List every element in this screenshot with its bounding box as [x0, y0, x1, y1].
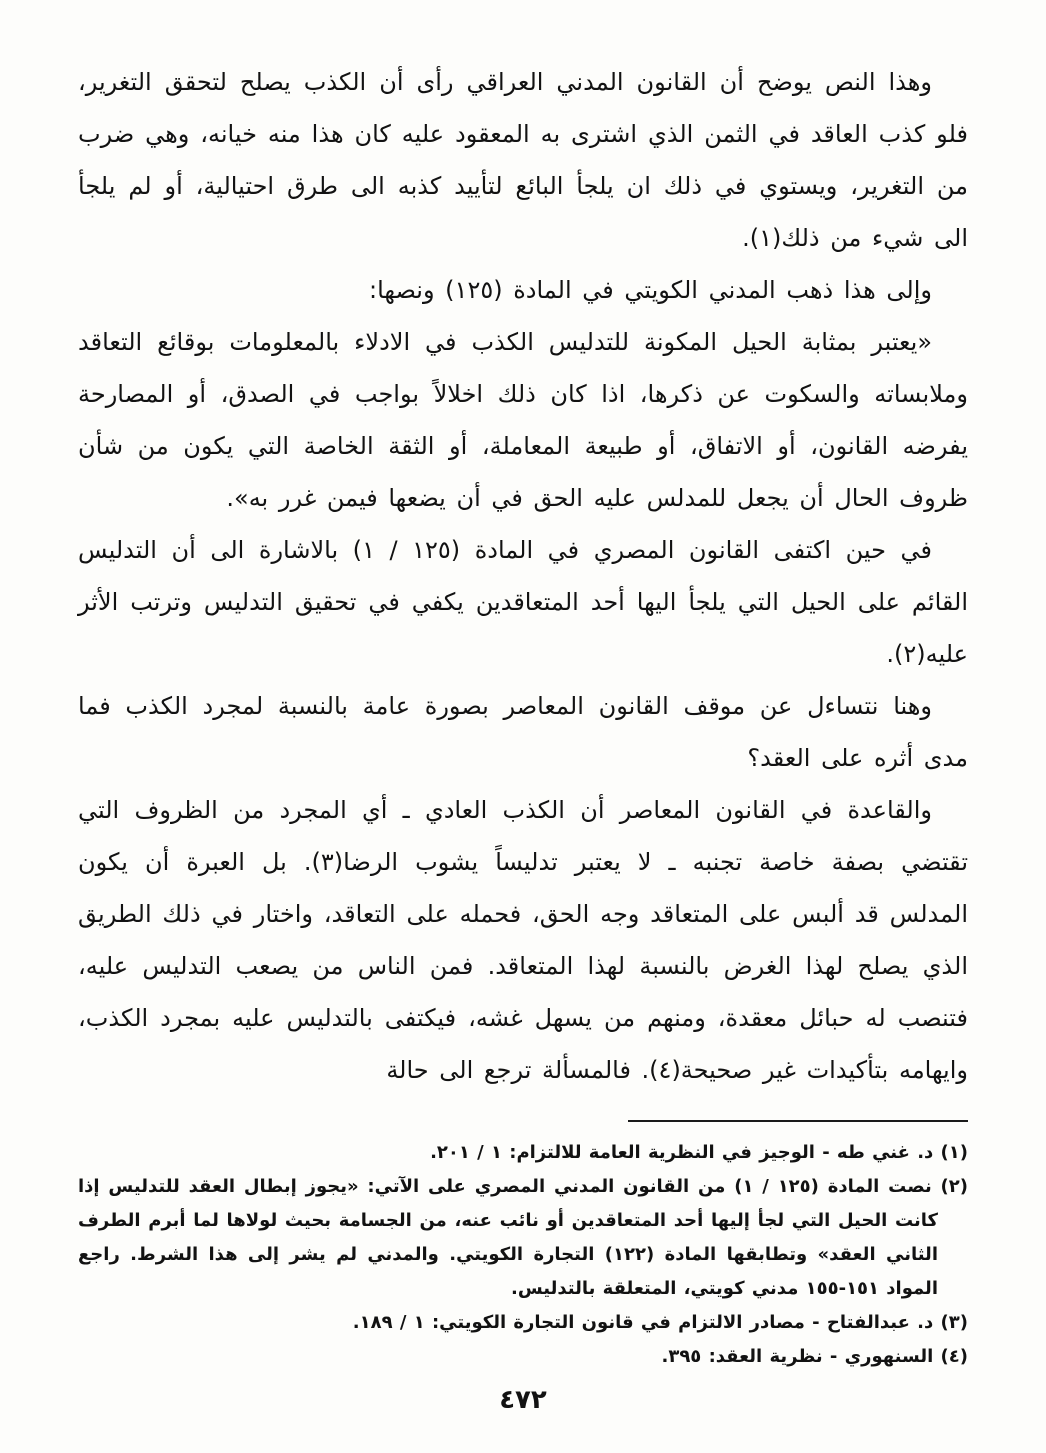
paragraph: والقاعدة في القانون المعاصر أن الكذب العادي ـ أي المجرد من الظروف التي تقتضي بصفة خاصة تجنبه ـ لا يعتبر تدليساً يشوب الرضا(٣). بل العبرة أن يكون المدلس قد ألبس على المتعاقد وجه الحق، فحمله على التعاقد، واختار في ذلك الطريق الذي يصلح لهذا الغرض بالنسبة لهذا المتعاقد. فمن الناس من يصعب التدليس عليه، فتنصب له حبائل معقدة، ومنهم من يسهل غشه، فيكتفى بالتدليس عليه بمجرد الكذب، وايهامه بتأكيدات غير صحيحة(٤). فالمسألة ترجع الى حالة	[78, 796, 969, 1084]
footnote: (٢) نصت المادة (١٢٥ / ١) من القانون المدني المصري على الآتي: «يجوز إبطال العقد للتدليس إذا كانت الحيل التي لجأ إليها أحد المتعاقدين أو نائب عنه، من الجسامة بحيث لولاها لما أبرم الطرف الثاني العقد» وتطابقها المادة (١٢٢) التجارة الكويتي. والمدني لم يشر إلى هذا الشرط. راجع المواد ١٥١-١٥٥ مدني كويتي، المتعلقة بالتدليس.	[78, 1176, 969, 1299]
footnote: (٣) د. عبدالفتاح - مصادر الالتزام في قانون التجارة الكويتي: ١ / ١٨٩.	[352, 1312, 968, 1333]
footnotes	[78, 1136, 968, 1374]
footnote: (١) د. غني طه - الوجيز في النظرية العامة للالتزام: ١ / ٢٠١.	[430, 1142, 968, 1163]
quoted-article-paragraph: «يعتبر بمثابة الحيل المكونة للتدليس الكذب في الادلاء بالمعلومات بوقائع التعاقد وملابساته والسكوت عن ذكرها، اذا كان ذلك اخلالاً بواجب في الصدق، أو المصارحة يفرضه القانون، أو الاتفاق، أو طبيعة المعاملة، أو الثقة الخاصة التي يكون من شأن ظروف الحال أن يجعل للمدلس عليه الحق في أن يضعها فيمن غرر به».	[78, 328, 968, 512]
paragraph: في حين اكتفى القانون المصري في المادة (١٢٥ / ١) بالاشارة الى أن التدليس القائم على الحيل التي يلجأ اليها أحد المتعاقدين يكفي في تحقيق التدليس وترتب الأثر عليه(٢).	[78, 536, 968, 668]
paragraph: وهنا نتساءل عن موقف القانون المعاصر بصورة عامة بالنسبة لمجرد الكذب فما مدى أثره على العقد؟	[78, 692, 968, 772]
footnote: (٤) السنهوري - نظرية العقد: ٣٩٥.	[661, 1346, 968, 1367]
footnote-separator	[628, 1120, 968, 1122]
body-text	[78, 56, 968, 1096]
paragraph: وإلى هذا ذهب المدني الكويتي في المادة (١٢٥) ونصها:	[369, 276, 932, 304]
paragraph: وهذا النص يوضح أن القانون المدني العراقي رأى أن الكذب يصلح لتحقق التغرير، فلو كذب العاقد في الثمن الذي اشترى به المعقود عليه كان هذا منه خيانه، وهي ضرب من التغرير، ويستوي في ذلك ان يلجأ البائع لتأييد كذبه الى طرق احتيالية، أو لم يلجأ الى شيء من ذلك(١).	[78, 68, 968, 252]
page-number: ٤٧٢	[499, 1385, 547, 1415]
